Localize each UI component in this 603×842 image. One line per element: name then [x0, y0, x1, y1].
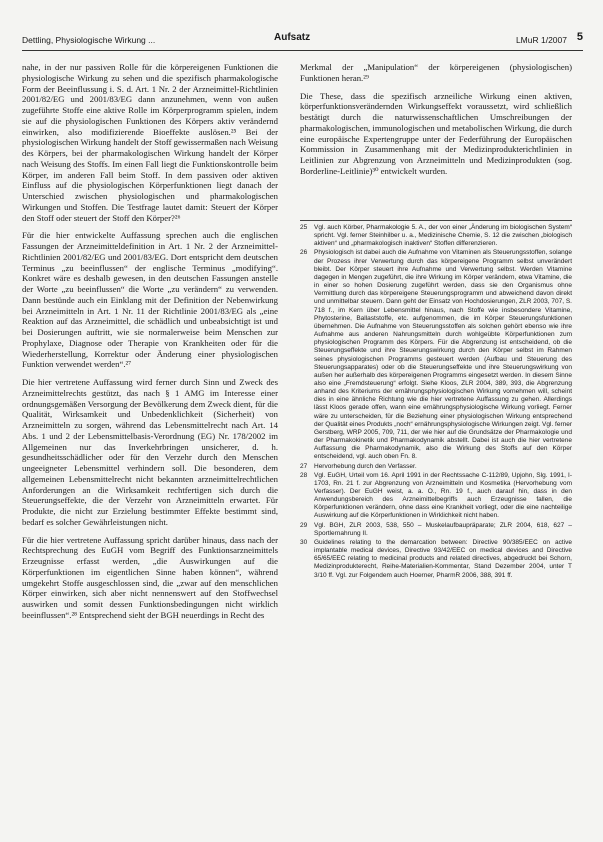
footnote	[300, 522, 572, 538]
paragraph: Für die hier entwickelte Auffassung sprechen auch die englischen Fassungen der Arzneimitteldefinition in Art. 1 Nr. 2 der Arzneimittel-Richtlinien 2001/82/EG und 2001/83/EG. Dort entspricht dem deutschen Terminus „zu beeinflussen“ der englische Terminus „modifying“. Konkret wäre es deshalb gewesen, in den deutschen Fassungen anstelle der Worte „zu beeinflussen“ die Worte „zu verändern“ zu verwenden. Dann bestünde auch ein Einklang mit der Definition der Nebenwirkung bei Arzneimitteln in Art. 1 Nr. 11 der Richtlinie 2001/83/EG als „eine Reaktion auf das Arzneimittel, die schädlich und unbeabsichtigt ist und bei Dosierungen auftritt, wie sie normalerweise beim Menschen zur Prophylaxe, Diagnose oder Therapie von Krankheiten oder für die Wiederherstellung, Korrektur oder Änderung einer physiologischen Funktion verwendet werden“.²⁷	[22, 230, 278, 370]
footnote-number: 27	[300, 462, 308, 470]
footnote-number: 26	[300, 249, 308, 257]
footnote-text: Vgl. auch Körber, Pharmakologie 5. A., der von einer „Änderung im biologischen System“ spricht. Vgl. ferner Steinhilber u. a., Medizinische Chemie, S. 12 die zwischen „biologisch aktiven“ und „pharmakologisch inaktiven“ Stoffen differenzieren.	[314, 224, 572, 248]
footnote-text: Guidelines relating to the demarcation between: Directive 90/385/EEC on active implantable medical devices, Directive 93/42/EEC on medical devices and Directive 65/65/EEC relating to medicinal products and related directives, abgedruckt bei Schorn, Medizinprodukterecht, Reihe-Materialien-Kommentar, Stand Dezember 2004, unter T 3/10 ff. Vgl. zur Folgendem auch Hoerner, PharmR 2006, 388, 391 ff.	[314, 538, 572, 579]
footnote-text: Vgl. BGH, ZLR 2003, 538, 550 – Muskelaufbaupräparate; ZLR 2004, 618, 627 – Sportlernahrung II.	[314, 521, 572, 537]
paragraph: Die These, dass die spezifisch arzneiliche Wirkung einen aktiven, körperfunktionsverändernden Wirkungseffekt voraussetzt, wird schließlich bestätigt durch die naturwissenschaftlichen Umschreibungen der pharmakologischen, immunologischen und metabolischen Wirkung, die durch eine europäische Expertengruppe unter der Federführung der Europäischen Kommission in Zusammenhang mit der Medizinprodukterichtlinien in Leitlinien zur Abgrenzung von Arzneimitteln und Medizinprodukten (sog. Borderline-Leitlinie)³⁰ entwickelt wurden.	[300, 90, 572, 176]
running-header	[22, 30, 583, 51]
footnote	[300, 249, 572, 461]
page-number: 5	[576, 31, 583, 43]
footnote-text: Vgl. EuGH, Urteil vom 16. April 1991 in der Rechtssache C-112/89, Upjohn, Slg. 1991, I-1703, Rn. 21 f. zur Abgrenzung von Arzneimitteln und Kosmetika (Hervorhebung vom Verfasser). Der EuGH weist, a. a. O., Rn. 19 f., auch darauf hin, dass in den Anwendungsbereich des Arzneimittelbegriffs auch Erzeugnisse fallen, die Körperfunktionen verändern, ohne dass eine Krankheit vorliegt, oder die eine nachteilige Auswirkung auf die Körperfunktionen in Wirklichkeit nicht haben.	[314, 471, 572, 520]
paragraph: nahe, in der nur passiven Rolle für die körpereigenen Funktionen die physiologische Wirkung zu sehen und die spezifisch pharmakologische Form der Beeinflussung i. S. d. Art. 1 Nr. 2 der Arzneimittel-Richtlinien 2001/82/EG und 2001/83/EG dann anzunehmen, wenn von außen zugeführte Stoffe eine aktive Rolle im Körperprogramm spielen, indem sie auf die physiologischen Funktionen des Körpers aktiv verändernd einwirken, also modifizierende Bioeffekte auslösen.²⁵ Bei der physiologischen Wirkung handelt der Stoff gewissermaßen nach Weisung des Körpers, bei der pharmakologischen Wirkung handelt der Körper nach Weisung des Stoffs. Im einen Fall liegt die Funktionskontrolle beim Körper, im anderen Fall beim Stoff. In dem passiven oder aktiven Einfluss auf die physiologischen Körperfunktionen liegt danach der Unterschied zwischen physiologischen und pharmakologischen Wirkungen und Stoffen. Die Testfrage lautet damit: Steuert der Körper den Stoff oder steuert der Stoff den Körper?²⁶	[22, 62, 278, 223]
right-column	[300, 62, 572, 184]
footnote	[300, 463, 572, 471]
footnote-number: 28	[300, 471, 308, 479]
footnote-number: 30	[300, 538, 308, 546]
footnote-text: Physiologisch ist dabei auch die Aufnahme von Vitaminen als Steuerungsstoffen, solange der Prozess ihrer Verwertung durch das körpereigene Programm selbst unverändert bleibt. Der Körper steuert ihre Aufnahme und Verwertung selbst. Werden Vitamine dagegen in Mengen zugeführt, die ihre Wirkung im Körper verändern, etwa Vitamine, die in einer so hohen Dosierung zugeführt werden, dass sie den Organismus ohne Vermittlung durch das körpereigene Steuerungsprogramm und abweichend davon direkt und unmittelbar steuern. Dann geht der Einsatz von Hochdosierungen, ZLR 2003, 707, S. 718 f., im Kern über Lebensmittel hinaus, nach Stoffe wie insbesondere Vitamine, Phytosterine, Ballaststoffe, etc. aufgenommen, die im Körper Steuerungsfunktionen übernehmen. Die Aufnahme von Steuerungsstoffen als solchen gehört ebenso wie ihre Aufnahme aus anderen Nahrungsmitteln durch wohlgeübte Körperfunktionen zum physiologischen Programm des Körpers. Für die Abgrenzung ist entscheidend, ob die Steuerungseffekte und ihre Steuerungswirkung durch den Körper selbst im Rahmen seines physiologischen Programms gesteuert werden (Aufbau und Steuerung des Steuerungsapparates) oder ob die Steuerungseffekte und ihre Steuerungswirkung von außen her außerhalb des körpereigenen Programms eingesetzt werden. In diesem Sinne also eine „Fremdsteuerung“ erfolgt. Siehe Kloos, ZLR 2004, 389, 393, die Abgrenzung anhand des Kriteriums der ernährungsphysiologischen Wirkung vornehmen will, scheint dies in eine ähnliche Richtung wie die hier vertretene Auffassung zu gehen. Allerdings lässt Kloos gerade offen, wann eine ernährungsphysiologische Wirkung vorliegt. Ferner wäre zu unterscheiden, für die Beziehung einer physiologischen Wirkung entsprechend der Qualität eines Produkts „noch“ ernährungsphysiologische Wirkungen zeigt. Vgl. ferner Gerstberg, WRP 2005, 709, 711, der wie hier auf die Grundsätze der Pharmakologie und der Pharmakokinetik und Pharmakodynamik abstellt. Dabei ist auch die hier vertretene Auffassung die Pharmakodynamik, also die Wirkung des Stoffs auf den Körper entscheidend, vgl. auch oben Fn. 8.	[314, 249, 572, 461]
footnote-text: Hervorhebung durch den Verfasser.	[314, 462, 417, 470]
paragraph: Merkmal der „Manipulation“ der körpereigenen (physiologischen) Funktionen heran.²⁹	[300, 62, 572, 83]
footnote	[300, 539, 572, 580]
footnote-number: 29	[300, 521, 308, 529]
header-section: Aufsatz	[274, 32, 311, 43]
footnote-number: 25	[300, 224, 308, 231]
footnote	[300, 224, 572, 248]
paragraph: Für die hier vertretene Auffassung spricht darüber hinaus, dass nach der Rechtsprechung des EuGH vom Begriff des Funktionsarzneimittels Erzeugnisse erfasst werden, „die Auswirkungen auf die Körperfunktionen im eigentlichen Sinne haben können“, während umgekehrt Stoffe ausgeschlossen sind, die „zwar auf den menschlichen Körper einwirken, sich aber nicht nennenswert auf den Stoffwechsel auswirken und somit dessen Funktionsbedingungen nicht wirklich beeinflussen“.²⁸ Entsprechend sieht der BGH neuerdings in Recht des	[22, 534, 278, 620]
paragraph: Die hier vertretene Auffassung wird ferner durch Sinn und Zweck des Arzneimittelrechts gestützt, das nach § 1 AMG im Interesse einer ordnungsgemäßen Versorgung der Bevölkerung dem Zweck dient, für die Qualität, Wirksamkeit und Unbedenklichkeit (Sicherheit) von Arzneimitteln zu sorgen, während das Lebensmittelrecht nach Art. 14 Abs. 1 und 2 der Lebensmittelbasis-Verordnung (EG) Nr. 178/2002 im Allgemeinen nur das Inverkehrbringen unsicherer, d. h. gesundheitsschädlicher oder für den Verzehr durch den Menschen ungeeigneter Lebensmittel verhindern soll. Die besonderen, dem allgemeinen Lebensmittelrecht nicht bekannten arzneimittelrechtlichen Anforderungen an die Wirksamkeit rechtfertigen sich durch die Steuerungseffekte, die der Verzehr von Arzneimitteln erwartet. Für Produkte, die nicht zur Erzielung bestimmter Effekte bestimmt sind, bedarf es solcher Gewährleistungen nicht.	[22, 377, 278, 527]
footnotes	[300, 220, 572, 581]
header-author-title: Dettling, Physiologische Wirkung ...	[22, 35, 156, 45]
header-journal-issue: LMuR 1/2007	[515, 35, 567, 45]
left-column	[22, 62, 278, 628]
footnote	[300, 472, 572, 521]
